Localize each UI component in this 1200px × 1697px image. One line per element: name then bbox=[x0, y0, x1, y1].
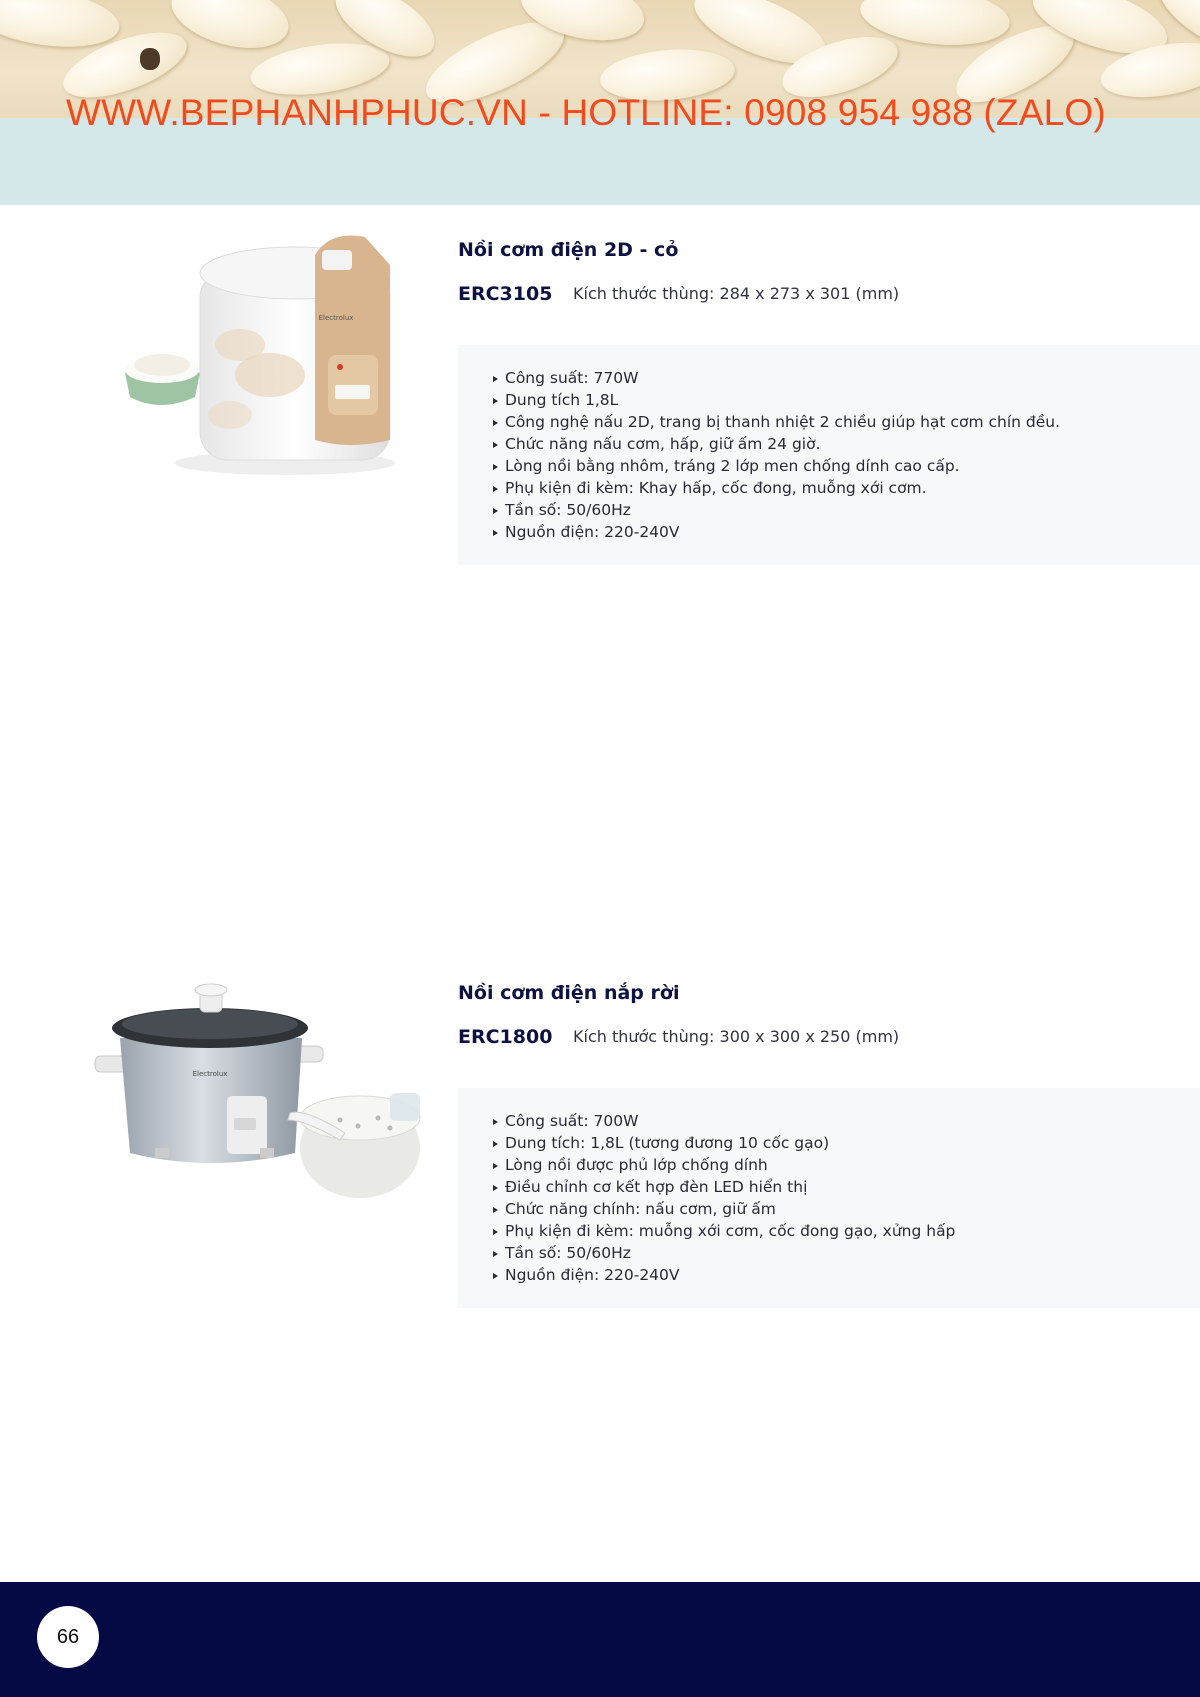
spec-item: Chức năng nấu cơm, hấp, giữ ấm 24 giờ. bbox=[493, 433, 1200, 455]
spec-item: Nguồn điện: 220-240V bbox=[493, 521, 1200, 543]
spec-item: Nguồn điện: 220-240V bbox=[493, 1264, 1200, 1286]
spec-item: Chức năng chính: nấu cơm, giữ ấm bbox=[493, 1198, 1200, 1220]
page-footer bbox=[0, 1582, 1200, 1697]
spec-box bbox=[458, 1088, 1200, 1308]
product-card-erc1800 bbox=[0, 968, 1200, 1328]
spec-item: Lòng nồi được phủ lớp chống dính bbox=[493, 1154, 1200, 1176]
rice-cooker-2d-icon bbox=[90, 225, 430, 495]
spec-item: Tần số: 50/60Hz bbox=[493, 1242, 1200, 1264]
spec-item: Dung tích 1,8L bbox=[493, 389, 1200, 411]
page-header bbox=[0, 0, 1200, 205]
rice-cooker-detachable-lid-icon bbox=[90, 968, 430, 1238]
page-number: 66 bbox=[56, 1625, 80, 1648]
svg-text:Electrolux: Electrolux bbox=[318, 314, 354, 322]
spec-item: Dung tích: 1,8L (tương đương 10 cốc gạo) bbox=[493, 1132, 1200, 1154]
spec-item: Điều chỉnh cơ kết hợp đèn LED hiển thị bbox=[493, 1176, 1200, 1198]
spec-list bbox=[458, 1088, 1200, 1286]
spec-list bbox=[458, 345, 1200, 543]
spec-item: Công nghệ nấu 2D, trang bị thanh nhiệt 2 chiều giúp hạt cơm chín đều. bbox=[493, 411, 1200, 433]
product-model: ERC1800 bbox=[458, 1026, 553, 1048]
spec-item: Công suất: 700W bbox=[493, 1110, 1200, 1132]
product-box-size: Kích thước thùng: 300 x 300 x 250 (mm) bbox=[573, 1027, 900, 1046]
rice-husk-speck bbox=[140, 48, 160, 70]
page-number-badge bbox=[37, 1606, 99, 1668]
product-model: ERC3105 bbox=[458, 283, 553, 305]
spec-item: Phụ kiện đi kèm: muỗng xới cơm, cốc đong gạo, xửng hấp bbox=[493, 1220, 1200, 1242]
product-title: Nồi cơm điện nắp rời bbox=[458, 982, 680, 1004]
product-box-size: Kích thước thùng: 284 x 273 x 301 (mm) bbox=[573, 284, 900, 303]
spec-item: Lòng nồi bằng nhôm, tráng 2 lớp men chống dính cao cấp. bbox=[493, 455, 1200, 477]
spec-item: Tần số: 50/60Hz bbox=[493, 499, 1200, 521]
product-title: Nồi cơm điện 2D - cỏ bbox=[458, 239, 679, 261]
website-hotline-banner[interactable]: WWW.BEPHANHPHUC.VN - HOTLINE: 0908 954 988 (ZALO) bbox=[66, 92, 1106, 133]
spec-box bbox=[458, 345, 1200, 565]
svg-text:Electrolux: Electrolux bbox=[192, 1070, 228, 1078]
spec-item: Công suất: 770W bbox=[493, 367, 1200, 389]
spec-item: Phụ kiện đi kèm: Khay hấp, cốc đong, muỗng xới cơm. bbox=[493, 477, 1200, 499]
product-card-erc3105 bbox=[0, 225, 1200, 585]
